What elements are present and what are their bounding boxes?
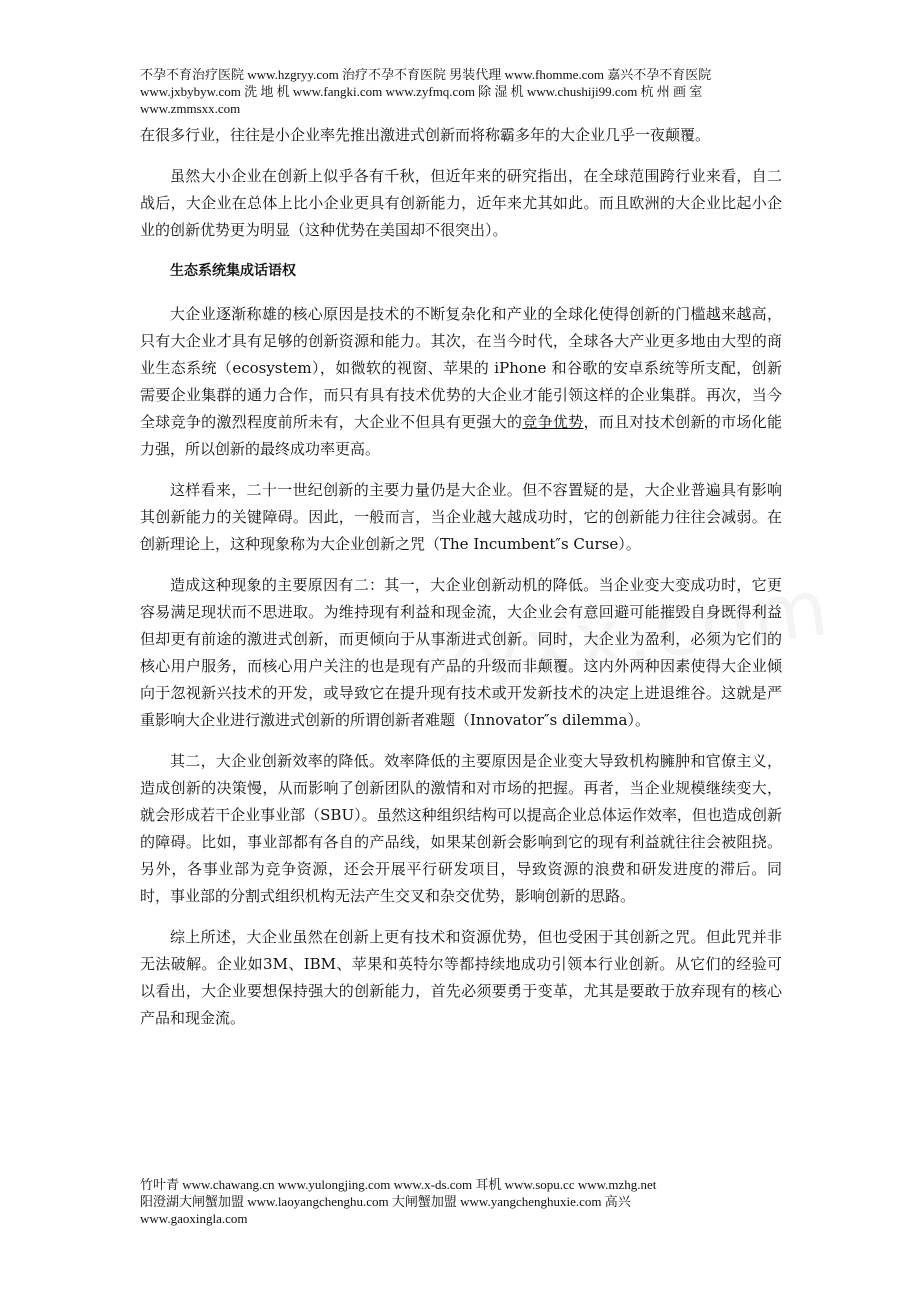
footer-line: www.gaoxingla.com <box>140 1211 248 1226</box>
paragraph-text: 大企业逐渐称雄的核心原因是技术的不断复杂化和产业的全球化使得创新的门槛越来越高，只有大企业才具有足够的创新资源和能力。其次，在当今时代，全球各大产业更多地由大型的商业生态系统（ecosystem），如微软的视窗、苹果的 iPhone 和谷歌的安卓系统等所支配，创新需要企业集群的通力合作，而只有具有技术优势的大企业才能引领这样的企业集群。再次，当今全球竞争的激烈程度前所未有，大企业不但具有更强大的 <box>140 305 782 431</box>
paragraph-text: ，而且对技术创新的市场化能力强，所以创新的最终成功率更高。 <box>140 413 782 458</box>
paragraph: 虽然大小企业在创新上似乎各有千秋，但近年来的研究指出，在全球范围跨行业来看，自二战后，大企业在总体上比小企业更具有创新能力，近年来尤其如此。而且欧洲的大企业比起小企业的创新优势更为明显（这种优势在美国却不很突出）。 <box>140 167 782 239</box>
article-body <box>140 122 782 1046</box>
paragraph: 在很多行业，往往是小企业率先推出激进式创新而将称霸多年的大企业几乎一夜颠覆。 <box>140 126 711 144</box>
footer-line: 阳澄湖大闸蟹加盟 www.laoyangchenghu.com 大闸蟹加盟 www.yangchenghuxie.com 高兴 <box>140 1194 631 1209</box>
page-footer <box>140 1176 780 1227</box>
paragraph: 造成这种现象的主要原因有二：其一，大企业创新动机的降低。当企业变大变成功时，它更容易满足现状而不思进取。为维持现有利益和现金流，大企业会有意回避可能摧毁自身既得利益但却更有前途的激进式创新，而更倾向于从事渐进式创新。同时，大企业为盈利，必须为它们的核心用户服务，而核心用户关注的也是现有产品的升级而非颠覆。这内外两种因素使得大企业倾向于忽视新兴技术的开发，或导致它在提升现有技术或开发新技术的决定上进退维谷。这就是严重影响大企业进行激进式创新的所谓创新者难题（Innovator″s dilemma）。 <box>140 576 782 729</box>
header-line: 不孕不育治疗医院 www.hzgryy.com 治疗不孕不育医院 男装代理 www.fhomme.com 嘉兴不孕不育医院 <box>140 67 712 82</box>
paragraph: 其二，大企业创新效率的降低。效率降低的主要原因是企业变大导致机构臃肿和官僚主义，造成创新的决策慢，从而影响了创新团队的激情和对市场的把握。再者，当企业规模继续变大，就会形成若干企业事业部（SBU）。虽然这种组织结构可以提高企业总体运作效率，但也造成创新的障碍。比如，事业部都有各自的产品线，如果某创新会影响到它的现有利益就往往会被阻挠。另外，各事业部为竞争资源，还会开展平行研发项目，导致资源的浪费和研发进度的滞后。同时，事业部的分割式组织机构无法产生交叉和杂交优势，影响创新的思路。 <box>140 752 782 905</box>
paragraph: 这样看来，二十一世纪创新的主要力量仍是大企业。但不容置疑的是，大企业普遍具有影响其创新能力的关键障碍。因此，一般而言，当企业越大越成功时，它的创新能力往往会减弱。在创新理论上，这种现象称为大企业创新之咒（The Incumbent″s Curse）。 <box>140 481 782 553</box>
paragraph: 综上所述，大企业虽然在创新上更有技术和资源优势，但也受困于其创新之咒。但此咒并非无法破解。企业如3M、IBM、苹果和英特尔等都持续地成功引领本行业创新。从它们的经验可以看出，大企业要想保持强大的创新能力，首先必须要勇于变革，尤其是要敢于放弃现有的核心产品和现金流。 <box>140 928 782 1027</box>
competitive-advantage-link[interactable]: 竞争优势 <box>522 413 584 431</box>
page-header <box>140 66 780 117</box>
paragraph <box>140 301 782 463</box>
section-heading: 生态系统集成话语权 <box>170 263 296 279</box>
footer-line: 竹叶青 www.chawang.cn www.yulongjing.com www.x-ds.com 耳机 www.sopu.cc www.mzhg.net <box>140 1177 657 1192</box>
header-line: www.jxbybyw.com 洗 地 机 www.fangki.com www.zyfmq.com 除 湿 机 www.chushiji99.com 杭 州 画 室 <box>140 84 703 99</box>
header-line: www.zmmsxx.com <box>140 101 241 116</box>
